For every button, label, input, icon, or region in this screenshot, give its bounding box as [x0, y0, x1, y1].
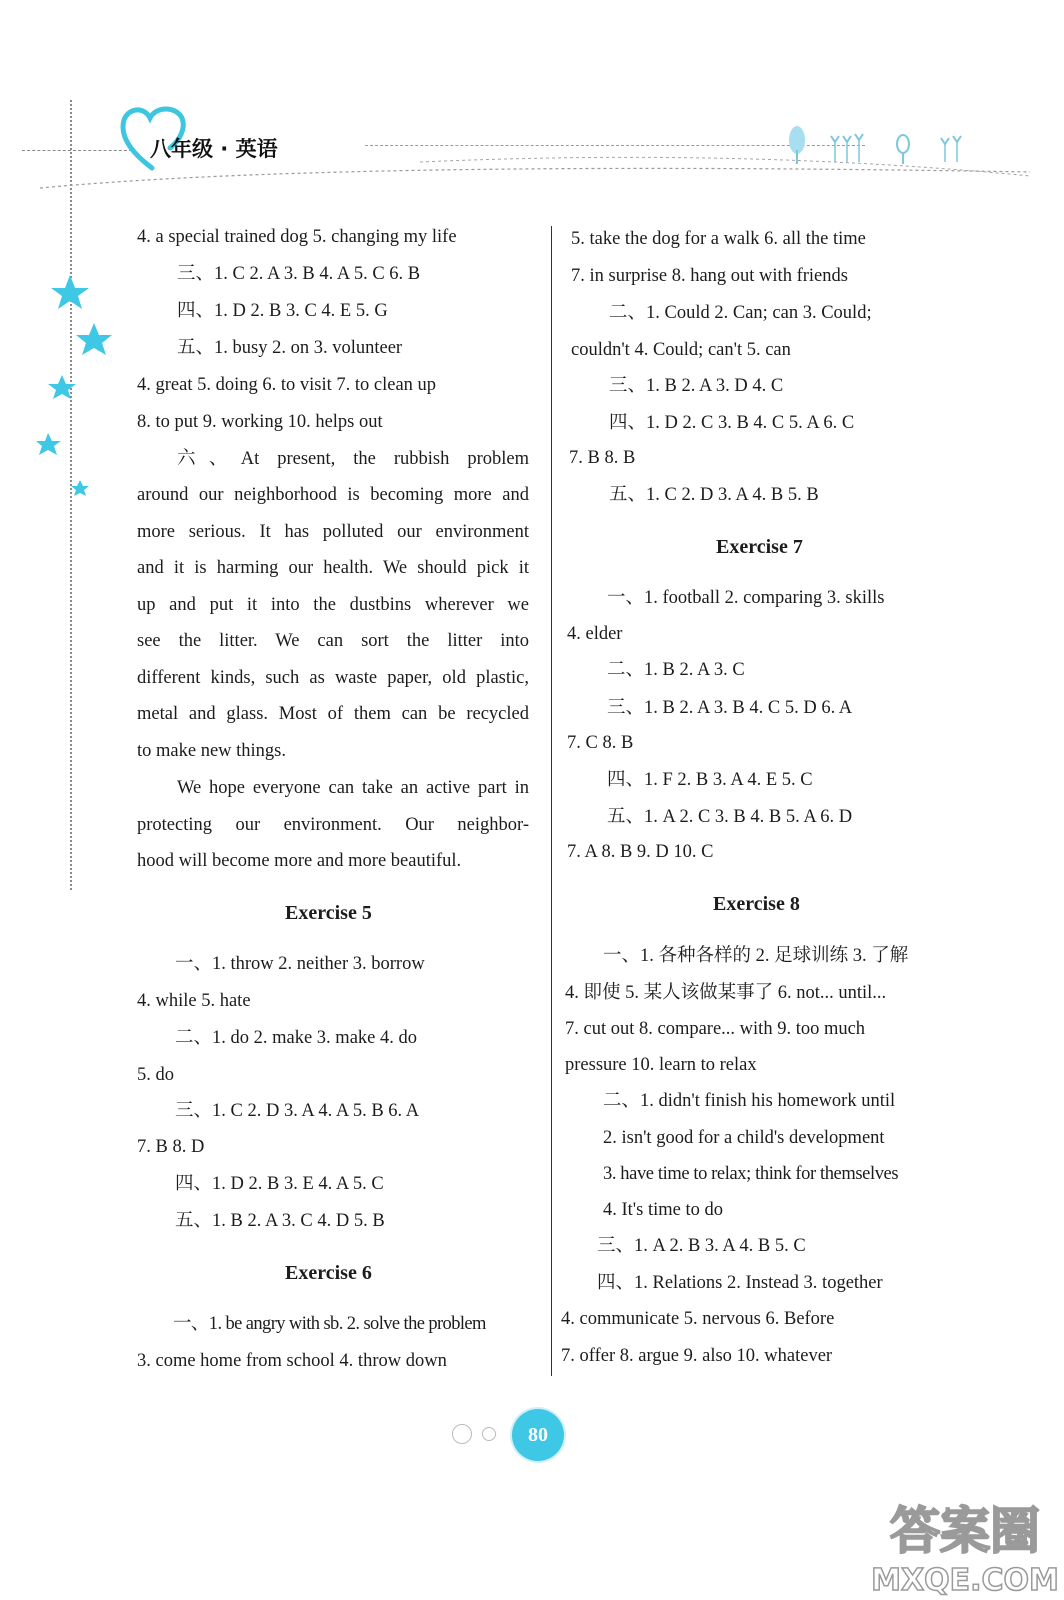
exercise-heading: Exercise 8 — [713, 893, 800, 915]
answer-line: 2. isn't good for a child's development — [603, 1128, 885, 1148]
answer-line: 三、1. B 2. A 3. D 4. C — [609, 376, 784, 396]
answer-line: 四、1. Relations 2. Instead 3. together — [597, 1273, 883, 1293]
answer-line: 7. C 8. B — [567, 733, 634, 753]
column-divider — [551, 226, 552, 1376]
answer-line: 二、1. Could 2. Can; can 3. Could; — [609, 303, 872, 323]
plant-decoration-icon — [785, 122, 985, 172]
answer-line: 4. a special trained dog 5. changing my life — [137, 227, 457, 247]
answer-line: 4. It's time to do — [603, 1200, 723, 1220]
answer-line: 三、1. A 2. B 3. A 4. B 5. C — [597, 1236, 806, 1256]
essay-line: We hope everyone can take an active part in — [177, 778, 529, 798]
essay-line: metal and glass. Most of them can be recycled — [137, 704, 529, 724]
answer-line: 4. 即使 5. 某人该做某事了 6. not... until... — [565, 983, 887, 1003]
answer-line: 5. do — [137, 1065, 174, 1085]
answer-line: 3. have time to relax; think for themselves — [603, 1164, 899, 1184]
answer-line: 四、1. D 2. C 3. B 4. C 5. A 6. C — [609, 413, 855, 433]
exercise-heading: Exercise 7 — [716, 536, 803, 558]
answer-line: 7. in surprise 8. hang out with friends — [571, 266, 848, 286]
answer-line: 五、1. B 2. A 3. C 4. D 5. B — [175, 1211, 385, 1231]
answer-line: 一、1. football 2. comparing 3. skills — [607, 588, 885, 608]
essay-line: 六、At present, the rubbish problem — [177, 449, 529, 469]
answer-line: 二、1. didn't finish his homework until — [603, 1091, 896, 1111]
essay-line: around our neighborhood is becoming more and — [137, 485, 529, 505]
answer-line: 4. communicate 5. nervous 6. Before — [561, 1309, 835, 1329]
essay-line: see the litter. We can sort the litter into — [137, 631, 529, 651]
exercise-heading: Exercise 6 — [285, 1262, 372, 1284]
answer-line: 五、1. C 2. D 3. A 4. B 5. B — [609, 485, 819, 505]
answer-line: 7. A 8. B 9. D 10. C — [567, 842, 714, 862]
answer-line: 三、1. B 2. A 3. B 4. C 5. D 6. A — [607, 698, 853, 718]
answer-line: 三、1. C 2. D 3. A 4. A 5. B 6. A — [175, 1101, 420, 1121]
answer-line: 一、1. 各种各样的 2. 足球训练 3. 了解 — [603, 946, 909, 966]
answer-line: 7. offer 8. argue 9. also 10. whatever — [561, 1346, 833, 1366]
essay-line: and it is harming our health. We should pick it — [137, 558, 529, 578]
answer-line: 4. great 5. doing 6. to visit 7. to clean up — [137, 375, 437, 395]
answer-line: 4. while 5. hate — [137, 991, 251, 1011]
answer-line: 4. elder — [567, 624, 623, 644]
answer-line: couldn't 4. Could; can't 5. can — [571, 340, 791, 360]
answer-line: 五、1. A 2. C 3. B 4. B 5. A 6. D — [607, 807, 853, 827]
watermark-logo — [870, 1490, 1060, 1598]
answer-line: 四、1. F 2. B 3. A 4. E 5. C — [607, 770, 813, 790]
answer-line: 四、1. D 2. B 3. C 4. E 5. G — [177, 301, 388, 321]
answer-line: 7. cut out 8. compare... with 9. too much — [565, 1019, 866, 1039]
answer-line: 7. B 8. D — [137, 1137, 205, 1157]
answer-line: 二、1. B 2. A 3. C — [607, 660, 745, 680]
answer-line: 二、1. do 2. make 3. make 4. do — [175, 1028, 417, 1048]
stars-decoration-icon — [36, 275, 116, 505]
watermark-cn: 答案圈 — [890, 1502, 1040, 1560]
exercise-heading: Exercise 5 — [285, 902, 372, 924]
answer-line: 一、1. throw 2. neither 3. borrow — [175, 954, 425, 974]
answer-line: 8. to put 9. working 10. helps out — [137, 412, 383, 432]
answer-line: 三、1. C 2. A 3. B 4. A 5. C 6. B — [177, 264, 421, 284]
answer-line: 一、1. be angry with sb. 2. solve the problem — [173, 1314, 486, 1334]
answer-line: 3. come home from school 4. throw down — [137, 1351, 447, 1371]
answer-line: 五、1. busy 2. on 3. volunteer — [177, 338, 403, 358]
page-ring-icon — [482, 1427, 496, 1441]
answer-line: 四、1. D 2. B 3. E 4. A 5. C — [175, 1174, 384, 1194]
essay-line: more serious. It has polluted our environment — [137, 522, 529, 542]
header-title: 八年级 · 英语 — [150, 137, 278, 161]
essay-line: protecting our environment. Our neighbor- — [137, 815, 529, 835]
answer-line: 5. take the dog for a walk 6. all the time — [571, 229, 866, 249]
page-ring-icon — [452, 1424, 472, 1444]
essay-line: hood will become more and more beautiful. — [137, 851, 462, 871]
answer-line: pressure 10. learn to relax — [565, 1055, 757, 1075]
answer-line: 7. B 8. B — [569, 448, 636, 468]
essay-line: different kinds, such as waste paper, old plastic, — [137, 668, 529, 688]
page-number: 80 — [528, 1424, 548, 1446]
essay-line: up and put it into the dustbins wherever we — [137, 595, 529, 615]
watermark-en: MXQE.COM — [871, 1563, 1059, 1598]
essay-line: to make new things. — [137, 741, 287, 761]
